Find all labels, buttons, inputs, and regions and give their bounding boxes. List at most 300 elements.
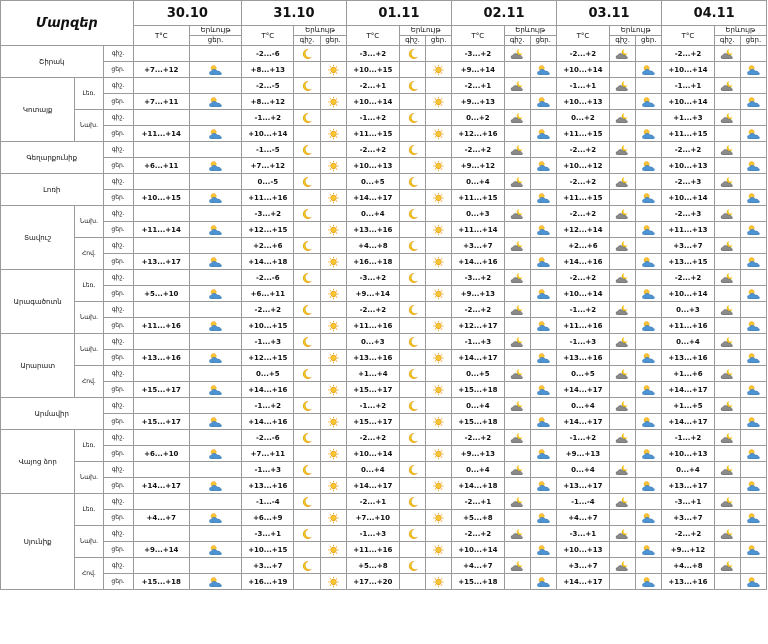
empty-cell xyxy=(294,286,320,302)
temperature-cell: +8...+13 xyxy=(242,62,294,78)
cloud-moon-icon xyxy=(610,110,636,126)
temperature-cell: -2...+2 xyxy=(556,174,609,190)
temperature-cell: +11...+16 xyxy=(556,318,609,334)
cloud-sun-icon xyxy=(740,190,766,206)
empty-cell xyxy=(610,222,636,238)
cloud-moon-icon xyxy=(610,334,636,350)
empty-cell xyxy=(636,142,662,158)
temperature-cell: +10...+14 xyxy=(662,94,714,110)
cloud-sun-icon xyxy=(746,576,761,588)
cloud-moon-icon xyxy=(610,302,636,318)
period-label: ցեր. xyxy=(103,254,133,270)
empty-cell xyxy=(504,286,530,302)
temperature-cell: +13...+16 xyxy=(346,350,399,366)
cloud-sun-icon xyxy=(746,448,761,460)
moon-icon xyxy=(405,464,420,476)
cloud-sun-icon xyxy=(530,254,556,270)
subregion-label: Հով. xyxy=(75,366,103,398)
temperature-cell: 0...+4 xyxy=(556,398,609,414)
subregion-label: Լեռ. xyxy=(75,78,103,110)
sun-icon xyxy=(320,286,346,302)
cloud-moon-icon xyxy=(720,368,735,380)
cloud-sun-icon xyxy=(746,416,761,428)
empty-cell xyxy=(740,526,766,542)
empty-cell xyxy=(610,190,636,206)
sun-icon xyxy=(426,478,452,494)
cloud-moon-icon xyxy=(504,526,530,542)
empty-cell xyxy=(610,414,636,430)
empty-cell xyxy=(740,334,766,350)
temperature-cell: +14...+16 xyxy=(452,254,504,270)
region-name: Շիրակ xyxy=(1,46,104,78)
temperature-cell: +11...+16 xyxy=(133,318,189,334)
cloud-moon-icon xyxy=(720,560,735,572)
moon-icon xyxy=(299,112,314,124)
cloud-moon-icon xyxy=(504,238,530,254)
subregion-label: Լեռ. xyxy=(75,270,103,302)
cloud-sun-icon xyxy=(536,352,551,364)
cloud-moon-icon xyxy=(720,80,735,92)
temperature-cell: +6...+9 xyxy=(242,510,294,526)
empty-cell xyxy=(530,270,556,286)
cloud-sun-icon xyxy=(746,64,761,76)
sun-icon xyxy=(326,192,341,204)
sun-icon xyxy=(326,480,341,492)
cloud-moon-icon xyxy=(510,400,525,412)
temperature-cell: +12...+14 xyxy=(556,222,609,238)
temperature-cell: +14...+17 xyxy=(662,414,714,430)
cloud-moon-icon xyxy=(610,142,636,158)
cloud-sun-icon xyxy=(746,512,761,524)
temperature-cell xyxy=(133,526,189,542)
empty-cell xyxy=(530,334,556,350)
empty-cell xyxy=(740,302,766,318)
sun-icon xyxy=(431,288,446,300)
cloud-moon-icon xyxy=(720,496,735,508)
moon-icon xyxy=(405,528,420,540)
sun-icon xyxy=(320,510,346,526)
cloud-sun-icon xyxy=(740,318,766,334)
empty-cell xyxy=(320,430,346,446)
period-label: գիշ. xyxy=(103,78,133,94)
temperature-cell: +6...+11 xyxy=(242,286,294,302)
temperature-cell: +16...+18 xyxy=(346,254,399,270)
moon-icon xyxy=(399,462,425,478)
cloud-sun-icon xyxy=(536,256,551,268)
cloud-sun-icon xyxy=(189,382,241,398)
empty-cell xyxy=(189,174,241,190)
moon-icon xyxy=(299,432,314,444)
sun-icon xyxy=(320,574,346,590)
cloud-sun-icon xyxy=(536,96,551,108)
cloud-moon-icon xyxy=(510,112,525,124)
empty-cell xyxy=(530,302,556,318)
empty-cell xyxy=(504,318,530,334)
temperature-cell: +7...+11 xyxy=(242,446,294,462)
cloud-sun-icon xyxy=(740,62,766,78)
empty-cell xyxy=(740,174,766,190)
temperature-cell: 0...+5 xyxy=(242,366,294,382)
empty-cell xyxy=(636,462,662,478)
empty-cell xyxy=(504,510,530,526)
cloud-sun-icon xyxy=(530,414,556,430)
period-label: ցեր. xyxy=(103,446,133,462)
moon-icon xyxy=(399,302,425,318)
temperature-cell: +12...+15 xyxy=(242,350,294,366)
sun-icon xyxy=(426,158,452,174)
sun-icon xyxy=(431,320,446,332)
period-label: գիշ. xyxy=(103,558,133,574)
region-name: Տավուշ xyxy=(1,206,75,270)
table-header xyxy=(1,1,767,46)
period-label: գիշ. xyxy=(103,174,133,190)
empty-cell xyxy=(714,350,740,366)
moon-icon xyxy=(294,238,320,254)
cloud-sun-icon xyxy=(641,256,656,268)
temperature-cell: -2...+1 xyxy=(346,494,399,510)
date-header: 30.10 xyxy=(133,1,242,26)
temperature-cell: -1...+3 xyxy=(346,526,399,542)
cloud-moon-icon xyxy=(615,304,630,316)
cloud-moon-icon xyxy=(504,206,530,222)
temperature-cell: +10...+15 xyxy=(133,190,189,206)
temperature-cell: -2...-6 xyxy=(242,46,294,62)
subregion-label: Լեռ. xyxy=(75,430,103,462)
sun-icon xyxy=(320,542,346,558)
empty-cell xyxy=(740,206,766,222)
temperature-cell: -2...+2 xyxy=(346,430,399,446)
temperature-cell: 0...+5 xyxy=(452,366,504,382)
empty-cell xyxy=(714,318,740,334)
cloud-moon-icon xyxy=(720,528,735,540)
cloud-sun-icon xyxy=(208,352,223,364)
cloud-sun-icon xyxy=(189,574,241,590)
cloud-moon-icon xyxy=(504,462,530,478)
moon-icon xyxy=(299,272,314,284)
cloud-moon-icon xyxy=(510,368,525,380)
empty-cell xyxy=(530,366,556,382)
region-name: Լոռի xyxy=(1,174,104,206)
temp-col-header: T°C xyxy=(662,26,714,46)
cloud-sun-icon xyxy=(189,318,241,334)
temperature-cell: -2...+1 xyxy=(346,78,399,94)
empty-cell xyxy=(189,110,241,126)
cloud-moon-icon xyxy=(720,464,735,476)
empty-cell xyxy=(530,398,556,414)
temperature-cell: -2...+3 xyxy=(662,206,714,222)
table-row xyxy=(1,542,767,558)
cloud-sun-icon xyxy=(536,128,551,140)
empty-cell xyxy=(399,446,425,462)
temperature-cell: 0...-5 xyxy=(242,174,294,190)
temperature-cell: +15...+18 xyxy=(452,574,504,590)
empty-cell xyxy=(714,222,740,238)
cloud-sun-icon xyxy=(536,160,551,172)
temperature-cell: -2...+2 xyxy=(556,142,609,158)
temperature-cell xyxy=(133,366,189,382)
temp-col-header: T°C xyxy=(556,26,609,46)
empty-cell xyxy=(294,382,320,398)
cloud-moon-icon xyxy=(504,398,530,414)
period-label: գիշ. xyxy=(103,238,133,254)
temperature-cell: 0...+4 xyxy=(452,174,504,190)
cloud-moon-icon xyxy=(504,110,530,126)
empty-cell xyxy=(294,94,320,110)
period-label: գիշ. xyxy=(103,302,133,318)
temperature-cell: +11...+16 xyxy=(346,318,399,334)
temperature-cell: +13...+15 xyxy=(662,254,714,270)
period-label: ցեր. xyxy=(103,542,133,558)
temperature-cell: +9...+12 xyxy=(452,158,504,174)
temperature-cell: +17...+20 xyxy=(346,574,399,590)
empty-cell xyxy=(636,302,662,318)
cloud-moon-icon xyxy=(615,432,630,444)
empty-cell xyxy=(294,414,320,430)
moon-icon xyxy=(405,208,420,220)
empty-cell xyxy=(530,78,556,94)
cloud-moon-icon xyxy=(510,432,525,444)
cloud-sun-icon xyxy=(530,94,556,110)
temperature-cell: 0...+4 xyxy=(346,206,399,222)
cloud-moon-icon xyxy=(510,560,525,572)
sun-icon xyxy=(431,416,446,428)
date-header: 31.10 xyxy=(242,1,347,26)
temperature-cell: +11...+15 xyxy=(556,126,609,142)
cloud-sun-icon xyxy=(740,542,766,558)
cloud-sun-icon xyxy=(740,126,766,142)
cloud-moon-icon xyxy=(504,142,530,158)
temperature-cell: -2...+2 xyxy=(662,270,714,286)
moon-icon xyxy=(405,368,420,380)
period-label: ցեր. xyxy=(103,94,133,110)
cloud-moon-icon xyxy=(510,272,525,284)
empty-cell xyxy=(320,46,346,62)
cloud-moon-icon xyxy=(714,110,740,126)
temperature-cell: +11...+16 xyxy=(242,190,294,206)
cloud-moon-icon xyxy=(615,208,630,220)
sun-icon xyxy=(431,256,446,268)
cloud-sun-icon xyxy=(208,448,223,460)
cloud-sun-icon xyxy=(536,64,551,76)
moon-icon xyxy=(399,174,425,190)
period-label: գիշ. xyxy=(103,142,133,158)
empty-cell xyxy=(530,174,556,190)
cloud-moon-icon xyxy=(504,366,530,382)
empty-cell xyxy=(294,62,320,78)
sun-icon xyxy=(326,96,341,108)
temperature-cell: +10...+13 xyxy=(556,542,609,558)
temperature-cell: +8...+12 xyxy=(242,94,294,110)
cloud-sun-icon xyxy=(636,350,662,366)
temperature-cell: +12...+16 xyxy=(452,126,504,142)
sun-icon xyxy=(326,512,341,524)
temperature-cell: +14...+17 xyxy=(346,478,399,494)
temperature-cell: 0...+4 xyxy=(452,462,504,478)
empty-cell xyxy=(636,270,662,286)
cloud-moon-icon xyxy=(615,48,630,60)
empty-cell xyxy=(636,494,662,510)
moon-icon xyxy=(294,334,320,350)
temperature-cell: -1...+2 xyxy=(556,430,609,446)
cloud-sun-icon xyxy=(641,384,656,396)
table-row xyxy=(1,222,767,238)
temperature-cell: -2...+2 xyxy=(662,46,714,62)
phen-col-header: Երևույթ գիշ. ցեր. xyxy=(714,26,766,46)
moon-icon xyxy=(299,208,314,220)
temperature-cell: +5...+10 xyxy=(133,286,189,302)
cloud-sun-icon xyxy=(641,416,656,428)
temperature-cell: -2...+2 xyxy=(556,206,609,222)
cloud-sun-icon xyxy=(536,448,551,460)
temperature-cell: +9...+14 xyxy=(133,542,189,558)
cloud-moon-icon xyxy=(610,558,636,574)
moon-icon xyxy=(294,398,320,414)
temperature-cell: -2...-6 xyxy=(242,430,294,446)
temperature-cell: +14...+16 xyxy=(556,254,609,270)
temperature-cell: +10...+14 xyxy=(242,126,294,142)
empty-cell xyxy=(714,158,740,174)
empty-cell xyxy=(426,462,452,478)
temperature-cell: -2...+2 xyxy=(242,302,294,318)
temperature-cell: +10...+14 xyxy=(662,286,714,302)
moon-icon xyxy=(399,206,425,222)
date-header: 02.11 xyxy=(452,1,557,26)
cloud-sun-icon xyxy=(536,192,551,204)
temperature-cell: -2...+1 xyxy=(452,494,504,510)
temperature-cell: 0...+4 xyxy=(346,462,399,478)
temperature-cell: +15...+18 xyxy=(452,414,504,430)
empty-cell xyxy=(714,478,740,494)
temperature-cell: 0...+4 xyxy=(452,398,504,414)
cloud-sun-icon xyxy=(189,222,241,238)
empty-cell xyxy=(426,334,452,350)
cloud-sun-icon xyxy=(636,574,662,590)
cloud-sun-icon xyxy=(536,288,551,300)
empty-cell xyxy=(189,558,241,574)
empty-cell xyxy=(530,142,556,158)
cloud-sun-icon xyxy=(636,62,662,78)
temperature-cell: +9...+13 xyxy=(452,94,504,110)
cloud-moon-icon xyxy=(720,112,735,124)
cloud-sun-icon xyxy=(636,446,662,462)
cloud-moon-icon xyxy=(510,80,525,92)
cloud-moon-icon xyxy=(720,400,735,412)
sun-icon xyxy=(326,416,341,428)
empty-cell xyxy=(399,62,425,78)
table-body xyxy=(1,46,767,590)
sun-icon xyxy=(426,222,452,238)
moon-icon xyxy=(405,304,420,316)
temperature-cell: -3...+1 xyxy=(662,494,714,510)
sun-icon xyxy=(426,126,452,142)
temperature-cell xyxy=(133,430,189,446)
cloud-moon-icon xyxy=(610,238,636,254)
empty-cell xyxy=(320,302,346,318)
cloud-moon-icon xyxy=(714,494,740,510)
cloud-sun-icon xyxy=(530,382,556,398)
sun-icon xyxy=(326,384,341,396)
sun-icon xyxy=(431,448,446,460)
cloud-sun-icon xyxy=(530,62,556,78)
cloud-sun-icon xyxy=(536,544,551,556)
temperature-cell: +14...+17 xyxy=(556,414,609,430)
temperature-cell: +14...+18 xyxy=(242,254,294,270)
empty-cell xyxy=(189,462,241,478)
empty-cell xyxy=(740,398,766,414)
temperature-cell: -1...+3 xyxy=(242,334,294,350)
cloud-sun-icon xyxy=(641,96,656,108)
cloud-moon-icon xyxy=(504,302,530,318)
empty-cell xyxy=(504,542,530,558)
cloud-moon-icon xyxy=(504,46,530,62)
cloud-sun-icon xyxy=(208,192,223,204)
period-label: ցեր. xyxy=(103,574,133,590)
cloud-sun-icon xyxy=(208,576,223,588)
empty-cell xyxy=(320,398,346,414)
cloud-moon-icon xyxy=(504,78,530,94)
temperature-cell: +10...+13 xyxy=(556,94,609,110)
temperature-cell xyxy=(133,270,189,286)
sun-icon xyxy=(431,96,446,108)
table-row xyxy=(1,350,767,366)
sun-icon xyxy=(431,544,446,556)
period-label: ցեր. xyxy=(103,414,133,430)
cloud-moon-icon xyxy=(504,430,530,446)
moon-icon xyxy=(299,304,314,316)
moon-icon xyxy=(294,270,320,286)
table-row xyxy=(1,318,767,334)
empty-cell xyxy=(530,462,556,478)
cloud-sun-icon xyxy=(636,94,662,110)
cloud-sun-icon xyxy=(740,254,766,270)
moon-icon xyxy=(294,366,320,382)
temperature-cell xyxy=(133,494,189,510)
moon-icon xyxy=(294,78,320,94)
empty-cell xyxy=(189,398,241,414)
temperature-cell: +10...+14 xyxy=(452,542,504,558)
period-label: ցեր. xyxy=(103,286,133,302)
cloud-moon-icon xyxy=(714,46,740,62)
table-row xyxy=(1,558,767,574)
empty-cell xyxy=(294,542,320,558)
temperature-cell: 0...+4 xyxy=(662,334,714,350)
moon-icon xyxy=(294,430,320,446)
table-row xyxy=(1,446,767,462)
temperature-cell: +10...+13 xyxy=(662,446,714,462)
temperature-cell: +6...+11 xyxy=(133,158,189,174)
empty-cell xyxy=(530,558,556,574)
moon-icon xyxy=(299,336,314,348)
regions-header: Մարզեր xyxy=(1,1,134,46)
cloud-sun-icon xyxy=(740,446,766,462)
empty-cell xyxy=(189,430,241,446)
sun-icon xyxy=(326,288,341,300)
empty-cell xyxy=(504,158,530,174)
temperature-cell xyxy=(133,334,189,350)
empty-cell xyxy=(399,542,425,558)
cloud-sun-icon xyxy=(208,384,223,396)
temperature-cell: +9...+13 xyxy=(452,446,504,462)
empty-cell xyxy=(189,46,241,62)
subregion-label: Հով. xyxy=(75,238,103,270)
temperature-cell: -1...+3 xyxy=(452,334,504,350)
subregion-label: Նախ. xyxy=(75,302,103,334)
cloud-sun-icon xyxy=(641,544,656,556)
cloud-moon-icon xyxy=(615,112,630,124)
empty-cell xyxy=(740,142,766,158)
sun-icon xyxy=(326,448,341,460)
empty-cell xyxy=(530,430,556,446)
